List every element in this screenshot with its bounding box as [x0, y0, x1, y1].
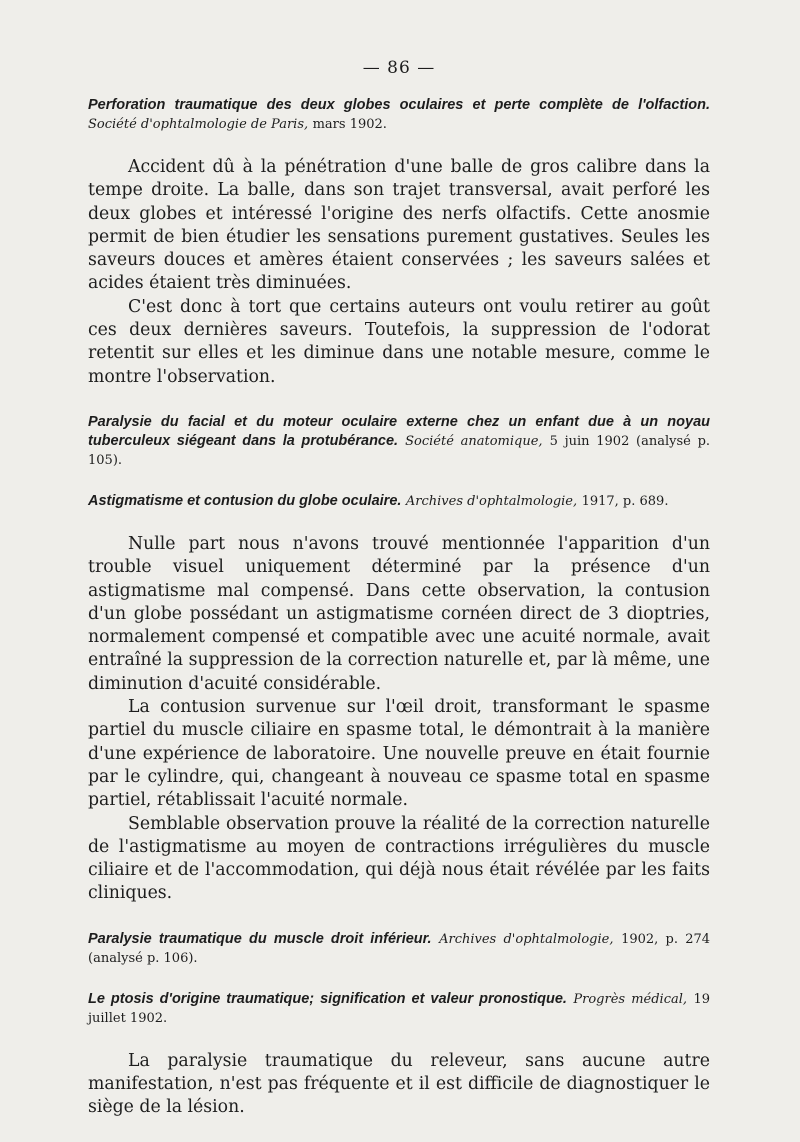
paragraph: C'est donc à tort que certains auteurs ont voulu retirer au goût ces deux dernières saveurs. Toutefois, la suppression de l'odorat retentit sur elles et les diminue dans une notable mesure, comme le montre l'observation. [88, 296, 710, 387]
paragraph: Semblable observation prouve la réalité de la correction naturelle de l'astigmatisme au moyen de contractions irrégulières du muscle ciliaire et de l'accommodation, qui déjà nous était révélée par les faits cliniques. [88, 813, 710, 904]
body-text [88, 533, 710, 906]
bibliography-entry [88, 990, 710, 1028]
entry-source: Société anatomique, [405, 433, 543, 449]
paragraph: La contusion survenue sur l'œil droit, transformant le spasme partiel du muscle ciliaire en spasme total, le démontrait à la manière d'une expérience de laboratoire. Une nouvelle preuve en était fournie par le cylindre, qui, changeant à nouveau ce spasme total en spasme partiel, rétablissait l'acuité normale. [88, 697, 710, 811]
body-text [88, 1050, 710, 1120]
entry-title: Paralysie du facial et du moteur oculaire externe chez un enfant due à un noyau tuberculeux siégeant dans la protubérance. [88, 413, 710, 449]
bibliography-entry [88, 930, 710, 968]
page-number: — 86 — [362, 58, 436, 78]
bibliography-entry [88, 413, 710, 470]
paragraph: Accident dû à la pénétration d'une balle de gros calibre dans la tempe droite. La balle, dans son trajet transversal, avait perforé les deux globes et intéressé l'origine des nerfs olfactifs. Cette anosmie permit de bien étudier les sensations purement gustatives. Seules les saveurs douces et amères étaient conservées ; les saveurs salées et acides étaient très diminuées. [88, 157, 710, 294]
paragraph: Nulle part nous n'avons trouvé mentionnée l'apparition d'un trouble visuel uniquement déterminé par la présence d'un astigmatisme mal compensé. Dans cette observation, la contusion d'un globe possédant un astigmatisme cornéen direct de 3 dioptries, normalement compensé et compatible avec une acuité normale, avait entraîné la suppression de la correction naturelle et, par là même, une diminution d'acuité considérable. [88, 533, 710, 694]
entry-title: Astigmatisme et contusion du globe oculaire. [88, 492, 402, 509]
bibliography-entry [88, 492, 710, 511]
entry-source: Archives d'ophtalmologie, [439, 931, 614, 947]
entry-details: 1917, p. 689. [581, 493, 669, 509]
entry-title: Le ptosis d'origine traumatique; signification et valeur pronostique. [88, 990, 567, 1007]
entry-details: mars 1902. [312, 117, 387, 132]
entry-details: 19 juillet 1902. [88, 991, 710, 1026]
entry-source: Progrès médical, [573, 991, 688, 1007]
entry-details: 1902, p. 274 (analysé p. 106). [88, 931, 711, 966]
body-text [88, 156, 710, 389]
entry-title: Perforation traumatique des deux globes oculaires et perte complète de l'olfaction. [88, 97, 710, 113]
paragraph: La paralysie traumatique du releveur, sans aucune autre manifestation, n'est pas fréquente et il est difficile de diagnostiquer le siège de la lésion. [88, 1050, 710, 1118]
entry-source: Archives d'ophtalmologie, [405, 493, 578, 509]
document-page [88, 58, 710, 1142]
entry-source: Société d'ophtalmologie de Paris, [88, 117, 309, 132]
entry-title: Paralysie traumatique du muscle droit inférieur. [88, 930, 432, 947]
entry-details: 5 juin 1902 (analysé p. 105). [88, 433, 711, 468]
bibliography-entry [88, 96, 710, 134]
